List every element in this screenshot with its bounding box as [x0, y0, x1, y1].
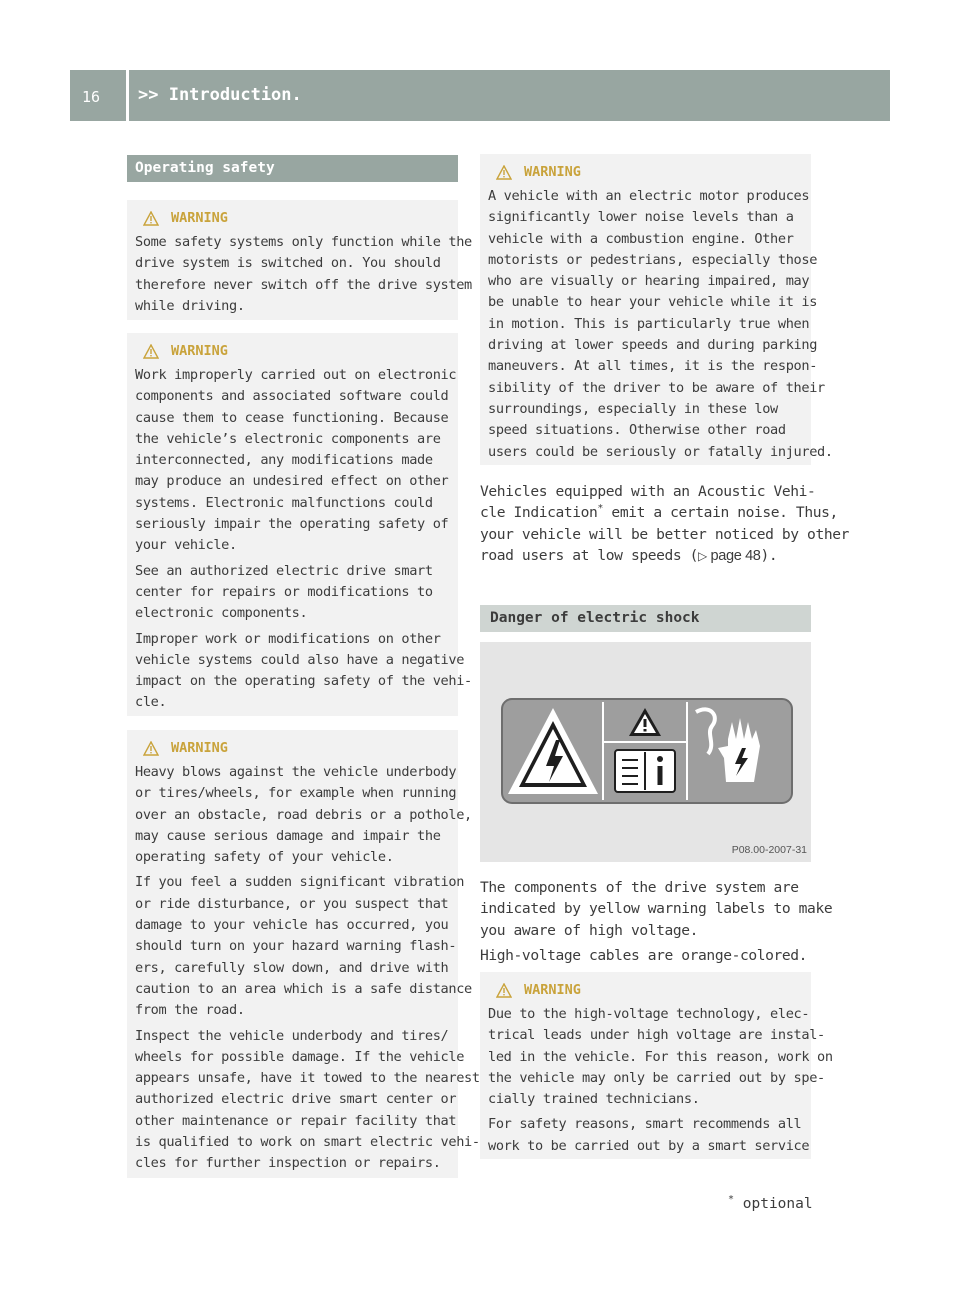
- warning-paragraph: [135, 232, 472, 317]
- text-line: motorists or pedestrians, especially those: [488, 251, 818, 268]
- text-line: from the road.: [135, 1002, 245, 1019]
- text-line: the vehicle’s electronic components are: [135, 430, 441, 447]
- text-line: [480, 545, 849, 567]
- text-line: cles for further inspection or repairs.: [135, 1155, 441, 1172]
- text-line: High-voltage cables are orange-colored.: [480, 947, 808, 964]
- text-line: users could be seriously or fatally injured.: [488, 443, 833, 460]
- text-line: your vehicle.: [135, 537, 237, 554]
- warning-box: [127, 333, 472, 716]
- warning-triangle-icon: [143, 741, 159, 756]
- warning-paragraph: [135, 762, 472, 868]
- warning-triangle-icon: [496, 983, 512, 998]
- text-line: vehicle systems could also have a negative: [135, 651, 465, 668]
- warning-label: WARNING: [171, 740, 228, 756]
- warning-box: [127, 200, 472, 320]
- warning-paragraph: [135, 1026, 480, 1175]
- warning-paragraph: [135, 365, 457, 557]
- warning-paragraph: [488, 186, 833, 463]
- warning-paragraph: [488, 1004, 833, 1110]
- text-line: ers, carefully slow down, and drive with: [135, 959, 449, 976]
- text-line: or ride disturbance, or you suspect that: [135, 895, 449, 912]
- text-line: or tires/wheels, for example when running: [135, 785, 457, 802]
- text-line: trical leads under high voltage are instal-: [488, 1027, 825, 1044]
- warning-label: WARNING: [171, 210, 228, 226]
- text-line: indicated by yellow warning labels to make: [480, 900, 833, 918]
- warning-triangle-icon: [143, 211, 159, 226]
- warning-box: [480, 154, 833, 465]
- warning-header: [135, 208, 450, 228]
- text-line: electronic components.: [135, 605, 308, 622]
- text-line: sibility of the driver to be aware of their: [488, 379, 825, 396]
- header-separator: [126, 70, 129, 121]
- text-line: therefore never switch off the drive system: [135, 276, 472, 293]
- warning-paragraph: [135, 629, 472, 714]
- warning-label: WARNING: [524, 164, 581, 180]
- text-line: the vehicle may only be carried out by spe-: [488, 1069, 825, 1086]
- text-line: in motion. This is particularly true when: [488, 315, 810, 332]
- text-span: emit a certain noise. Thus,: [603, 504, 838, 522]
- text-line: Work improperly carried out on electronic: [135, 367, 457, 383]
- warning-header: [488, 162, 803, 182]
- high-voltage-label-image: [480, 642, 811, 862]
- text-line: be unable to hear your vehicle while it is: [488, 294, 818, 311]
- section-title-operating-safety: Operating safety: [127, 155, 458, 182]
- text-line: seriously impair the operating safety of: [135, 516, 449, 533]
- text-line: For safety reasons, smart recommends all: [488, 1116, 802, 1133]
- text-line: speed situations. Otherwise other road: [488, 422, 786, 439]
- text-line: center for repairs or modifications to: [135, 583, 433, 600]
- text-line: Due to the high-voltage technology, elec-: [488, 1006, 810, 1022]
- warning-triangle-icon: [143, 344, 159, 359]
- warning-label: WARNING: [524, 982, 581, 998]
- optional-star: *: [728, 1194, 735, 1206]
- text-line: Vehicles equipped with an Acoustic Vehi-: [480, 483, 816, 500]
- cables-paragraph: [480, 945, 807, 966]
- optional-star: *: [597, 503, 604, 515]
- acoustic-vehicle-indication-paragraph: [480, 481, 849, 568]
- warning-label: WARNING: [171, 343, 228, 359]
- text-line: your vehicle will be better noticed by other: [480, 525, 849, 543]
- text-line: Improper work or modifications on other: [135, 630, 441, 647]
- text-line: Inspect the vehicle underbody and tires/: [135, 1027, 449, 1044]
- text-line: drive system is switched on. You should: [135, 255, 441, 272]
- warning-header: [488, 980, 803, 1000]
- text-line: other maintenance or repair facility that: [135, 1112, 457, 1129]
- text-line: may cause serious damage and impair the: [135, 827, 441, 844]
- text-line: is qualified to work on smart electric vehi-: [135, 1134, 480, 1151]
- text-line: cially trained technicians.: [488, 1091, 700, 1108]
- text-line: interconnected, any modifications made: [135, 452, 433, 469]
- text-line: cle.: [135, 694, 167, 711]
- warning-triangle-icon: [496, 165, 512, 180]
- text-line: while driving.: [135, 297, 245, 314]
- text-line: The components of the drive system are: [480, 879, 799, 896]
- section-title-electric-shock: Danger of electric shock: [480, 605, 811, 632]
- text-line: over an obstacle, road debris or a pothole,: [135, 806, 472, 823]
- text-line: work to be carried out by a smart service: [488, 1137, 810, 1154]
- text-line: significantly lower noise levels than a: [488, 209, 794, 226]
- text-line: surroundings, especially in these low: [488, 400, 778, 417]
- text-line: may produce an undesired effect on other: [135, 473, 449, 490]
- figure-label: P08.00-2007-31: [731, 844, 807, 856]
- page-reference-link[interactable]: page 48: [706, 548, 761, 565]
- text-line: operating safety of your vehicle.: [135, 849, 394, 866]
- page-number: 16: [82, 88, 101, 106]
- warning-paragraph: [488, 1114, 810, 1157]
- text-line: appears unsafe, have it towed to the nearest: [135, 1070, 480, 1087]
- text-line: [480, 502, 849, 523]
- page-ref-arrow-icon: ▷: [698, 549, 707, 564]
- text-line: led in the vehicle. For this reason, work on: [488, 1048, 833, 1065]
- warning-paragraph: [135, 872, 472, 1021]
- warning-box: [127, 730, 480, 1178]
- text-line: impact on the operating safety of the vehi-: [135, 673, 472, 690]
- text-line: damage to your vehicle has occurred, you: [135, 917, 449, 934]
- warning-paragraph: [135, 561, 450, 625]
- text-line: vehicle with a combustion engine. Other: [488, 230, 794, 247]
- text-line: driving at lower speeds and during parking: [488, 337, 818, 354]
- text-line: Some safety systems only function while the: [135, 234, 472, 250]
- chapter-title: >> Introduction.: [138, 85, 302, 105]
- text-line: systems. Electronic malfunctions could: [135, 494, 433, 511]
- optional-footnote: [728, 1196, 813, 1212]
- text-line: caution to an area which is a safe distance: [135, 980, 472, 997]
- text-line: authorized electric drive smart center or: [135, 1091, 457, 1108]
- text-line: If you feel a sudden significant vibration: [135, 874, 465, 891]
- text-line: wheels for possible damage. If the vehicle: [135, 1048, 465, 1065]
- warning-label-figure: [480, 642, 811, 862]
- text-line: you aware of high voltage.: [480, 921, 699, 939]
- text-span: cle Indication: [480, 504, 598, 522]
- warning-header: [135, 341, 450, 361]
- text-line: cause them to cease functioning. Because: [135, 409, 449, 426]
- text-line: components and associated software could: [135, 388, 449, 405]
- text-line: Heavy blows against the vehicle underbody: [135, 764, 457, 780]
- text-span: road users at low speeds (: [480, 547, 699, 565]
- text-line: who are visually or hearing impaired, may: [488, 273, 810, 290]
- components-paragraph: [480, 877, 832, 941]
- text-span: ).: [760, 547, 778, 565]
- warning-box: [480, 972, 833, 1159]
- warning-header: [135, 738, 450, 758]
- text-line: See an authorized electric drive smart: [135, 562, 433, 579]
- text-line: maneuvers. At all times, it is the respon-: [488, 358, 818, 375]
- text-line: A vehicle with an electric motor produces: [488, 188, 810, 204]
- optional-text: optional: [734, 1196, 813, 1212]
- text-line: should turn on your hazard warning flash-: [135, 938, 457, 955]
